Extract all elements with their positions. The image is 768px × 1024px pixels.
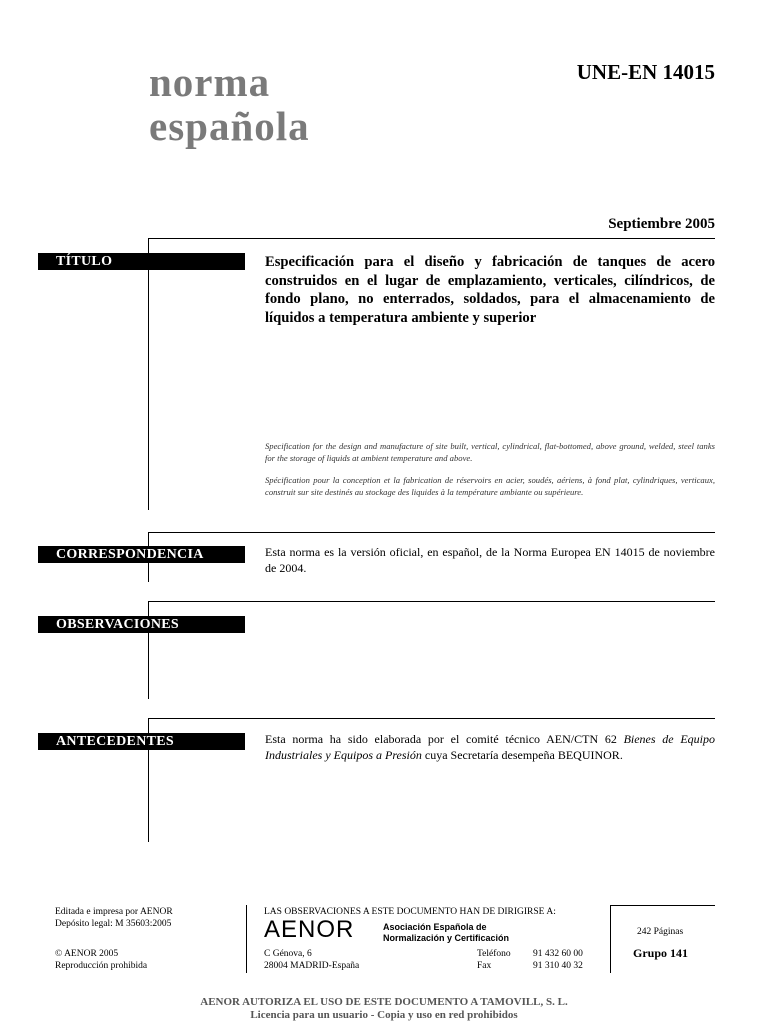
legal-deposit: Depósito legal: M 35603:2005 <box>55 919 172 929</box>
phone-label: Teléfono <box>477 949 511 959</box>
footer-divider-right <box>610 905 611 973</box>
footer-copyright-info <box>55 948 147 972</box>
committee-name: Bienes de Equipo Industriales y Equipos a Presión <box>265 732 715 762</box>
correspondencia-text: Esta norma es la versión oficial, en español, de la Norma Europea EN 14015 de noviembre de 2004. <box>265 545 715 575</box>
title-spanish: Especificación para el diseño y fabricación de tanques de acero construidos en el lugar de emplazamiento, verticales, cilíndricos, de fondo plano, no enterrados, soldados, para el almacenamiento de líquidos a temperatura ambiente y superior <box>265 254 715 326</box>
section-label-correspondencia: CORRESPONDENCIA <box>38 546 245 563</box>
section-vrule-titulo <box>148 238 149 510</box>
phone-value: 91 432 60 00 <box>533 949 583 959</box>
footer-top-rule-right <box>610 905 715 906</box>
section-rule-antecedentes <box>148 718 715 719</box>
footer-edition-info <box>55 906 173 930</box>
title-english: Specification for the design and manufacture of site built, vertical, cylindrical, flat-bottomed, above ground, welded, steel tanks for the storage of liquids at ambient temperature and above. <box>265 441 715 463</box>
section-label-titulo: TÍTULO <box>38 253 245 270</box>
edited-by: Editada e impresa por AENOR <box>55 907 173 917</box>
footer-divider-left <box>246 905 247 973</box>
address-line2: 28004 MADRID-España <box>264 961 360 971</box>
section-label-observaciones: OBSERVACIONES <box>38 616 245 633</box>
section-label-antecedentes: ANTECEDENTES <box>38 733 245 750</box>
antecedentes-text-post: cuya Secretaría desempeña BEQUINOR. <box>421 747 623 762</box>
brand-wordmark-line2: española <box>149 103 310 149</box>
aenor-association <box>383 922 509 943</box>
price-group: Grupo 141 <box>633 946 689 960</box>
observations-notice: LAS OBSERVACIONES A ESTE DOCUMENTO HAN DE DIRIGIRSE A: <box>264 907 556 917</box>
section-rule-observaciones <box>148 601 715 602</box>
section-rule-titulo <box>148 238 715 239</box>
antecedentes-text <box>265 732 715 763</box>
section-rule-correspondencia <box>148 532 715 533</box>
address-line1: C Génova, 6 <box>264 949 312 959</box>
page-count: 242 Páginas <box>637 927 684 937</box>
brand-wordmark-line1: norma <box>149 59 271 105</box>
publication-date: Septiembre 2005 <box>608 216 715 232</box>
assoc-line2: Normalización y Certificación <box>383 932 510 943</box>
footer-contact-labels <box>477 948 511 972</box>
footer-contact-values <box>533 948 583 972</box>
copyright: © AENOR 2005 <box>55 949 119 959</box>
license-line1: AENOR AUTORIZA EL USO DE ESTE DOCUMENTO A TAMOVILL, S. L. <box>200 996 568 1008</box>
footer-address <box>264 948 359 972</box>
standard-code: UNE-EN 14015 <box>576 60 715 84</box>
license-line2: Licencia para un usuario - Copia y uso en red prohibidos <box>250 1009 518 1021</box>
fax-value: 91 310 40 32 <box>533 961 583 971</box>
fax-label: Fax <box>477 961 492 971</box>
license-disclaimer <box>0 996 768 1022</box>
title-french: Spécification pour la conception et la fabrication de réservoirs en acier, soudés, aériens, à fond plat, cylindriques, verticaux, construit sur site destinés au stockage des liquides à la température ambiante ou supérieure. <box>265 475 715 497</box>
assoc-line1: Asociación Española de <box>383 922 487 932</box>
reproduction-notice: Reproducción prohibida <box>55 961 148 971</box>
antecedentes-text-pre: Esta norma ha sido elaborada por el comité técnico AEN/CTN 62 <box>265 732 624 746</box>
aenor-logo: AENOR <box>264 916 355 943</box>
